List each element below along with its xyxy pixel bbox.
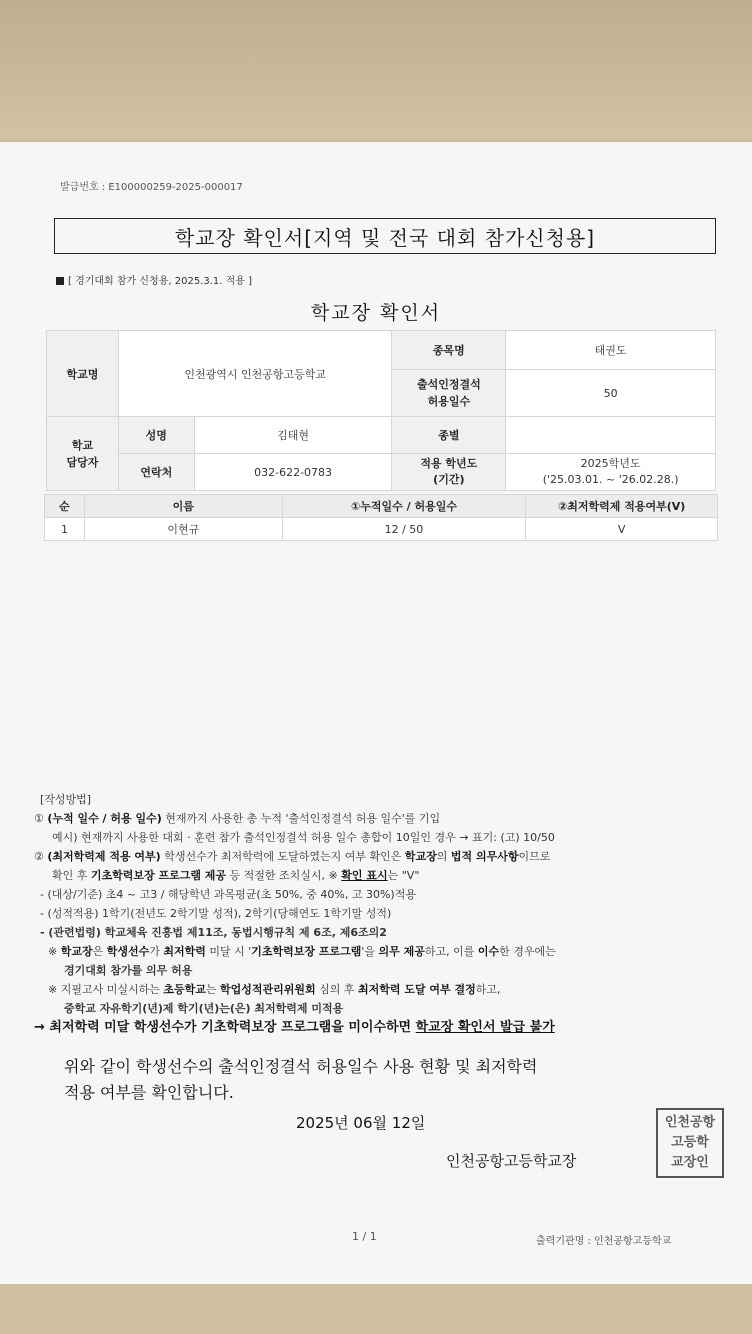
circled-1: ① bbox=[34, 812, 48, 825]
document-paper bbox=[0, 142, 752, 1284]
type-label: 종별 bbox=[392, 417, 506, 454]
name-label: 성명 bbox=[118, 417, 194, 454]
year-value bbox=[506, 454, 716, 491]
table-row bbox=[45, 518, 718, 541]
method-line-10 bbox=[34, 980, 734, 999]
list-header-row bbox=[45, 495, 718, 518]
school-label: 학교명 bbox=[47, 331, 119, 417]
m12-b: 학교장 확인서 발급 불가 bbox=[415, 1020, 555, 1035]
method-l4-end: 는 "V" bbox=[387, 869, 420, 882]
main-title: 학교장 확인서[지역 및 전국 대회 참가신청용] bbox=[174, 225, 596, 250]
method-l3-bold: (최저학력제 적용 여부) bbox=[47, 850, 161, 863]
allowed-days-label bbox=[392, 370, 506, 417]
m10-b: 초등학교 bbox=[163, 983, 206, 996]
m8-f: 최저학력 bbox=[163, 945, 206, 958]
method-line-4 bbox=[34, 866, 734, 885]
m8-m: 한 경우에는 bbox=[499, 945, 556, 958]
method-line-2: 예시) 현재까지 사용한 대회 · 훈련 참가 출석인정결석 허용 일수 총합이 10일인 경우 → 표기: (고) 10/50 bbox=[52, 831, 555, 844]
main-title-box bbox=[54, 218, 716, 254]
school-value: 인천광역시 인천공항고등학교 bbox=[118, 331, 392, 417]
circled-2: ② bbox=[34, 850, 48, 863]
method-l4-mid: 등 적절한 조치실시, ※ bbox=[226, 869, 342, 882]
method-line-11: 중학교 자유학기(년)제 학기(년)는(은) 최저학력제 미적용 bbox=[64, 1002, 344, 1015]
m10-f: 최저학력 도달 여부 결정 bbox=[358, 983, 476, 996]
method-l4-text: 확인 후 bbox=[52, 869, 91, 882]
issue-date: 2025년 06월 12일 bbox=[296, 1114, 426, 1132]
m8-j: 의무 제공 bbox=[378, 945, 425, 958]
method-l3-of: 의 bbox=[436, 850, 451, 863]
allowed-days-label-line1: 출석인정결석 bbox=[416, 378, 481, 391]
method-line-5: - (대상/기준) 초4 ~ 고3 / 해당학년 과목평균(초 50%, 중 40%, 고 30%)적용 bbox=[40, 888, 416, 901]
subtitle bbox=[56, 272, 252, 287]
m10-a: ※ 지필고사 미실시하는 bbox=[48, 983, 164, 996]
manager-label bbox=[47, 417, 119, 491]
method-line-7: - (관련법령) 학교체육 진흥법 제11조, 동법시행규칙 제 6조, 제6조의2 bbox=[40, 926, 387, 939]
method-line-12 bbox=[34, 1018, 734, 1037]
seal-line-2: 고등학 bbox=[671, 1135, 709, 1150]
principal-name: 인천공항고등학교장 bbox=[446, 1152, 577, 1170]
row-number: 1 bbox=[45, 518, 85, 541]
m10-g: 하고, bbox=[475, 983, 501, 996]
contact-label: 연락처 bbox=[118, 454, 194, 491]
m8-k: 하고, 이를 bbox=[424, 945, 478, 958]
year-label-line1: 적용 학년도 bbox=[420, 457, 478, 470]
m8-h: 기초학력보장 프로그램 bbox=[251, 945, 362, 958]
official-seal-stamp bbox=[656, 1108, 724, 1178]
method-line-6: - (성적적용) 1학기(전년도 2학기말 성적), 2학기(당해연도 1학기말 성적) bbox=[40, 907, 392, 920]
info-table bbox=[46, 330, 716, 491]
year-value-line1: 2025학년도 bbox=[580, 457, 641, 470]
document-title: 학교장 확인서 bbox=[310, 302, 442, 324]
method-l3-duty: 법적 의무사항 bbox=[450, 850, 519, 863]
m8-g: 미달 시 ' bbox=[205, 945, 252, 958]
m10-e: 심의 후 bbox=[315, 983, 358, 996]
type-value bbox=[506, 417, 716, 454]
seal-line-1: 인천공항 bbox=[664, 1115, 716, 1130]
year-value-line2: ('25.03.01. ~ '26.02.28.) bbox=[542, 473, 679, 486]
m8-c: 은 bbox=[92, 945, 107, 958]
contact-value: 032-622-0783 bbox=[194, 454, 392, 491]
method-l3-text: 학생선수가 최저학력에 도달하였는지 여부 확인은 bbox=[160, 850, 405, 863]
manager-label-line1: 학교 bbox=[71, 438, 94, 452]
method-heading: [작성방법] bbox=[40, 793, 92, 806]
manager-label-line2: 담당자 bbox=[66, 455, 99, 469]
method-l4-mark: 확인 표시 bbox=[341, 869, 388, 882]
square-bullet-icon bbox=[56, 277, 64, 285]
allowed-days-label-line2: 허용일수 bbox=[427, 395, 471, 408]
row-min-academic: V bbox=[526, 518, 718, 541]
header-number: 순 bbox=[45, 495, 85, 518]
row-days: 12 / 50 bbox=[282, 518, 526, 541]
m8-l: 이수 bbox=[477, 945, 500, 958]
page-number: 1 / 1 bbox=[352, 1230, 377, 1243]
m8-d: 학생선수 bbox=[106, 945, 150, 958]
m8-e: 가 bbox=[149, 945, 164, 958]
method-l1-text: 현재까지 사용한 총 누적 '출석인정결석 허용 일수'를 기입 bbox=[161, 812, 441, 825]
subtitle-text: [ 경기대회 참가 신청용, 2025.3.1. 적용 ] bbox=[68, 276, 253, 287]
event-value: 태권도 bbox=[506, 331, 716, 370]
method-line-1 bbox=[34, 809, 734, 828]
confirm-line-2: 적용 여부를 확인합니다. bbox=[64, 1083, 234, 1102]
m12-a: → 최저학력 미달 학생선수가 기초학력보장 프로그램을 미이수하면 bbox=[34, 1020, 416, 1035]
method-line-3 bbox=[34, 847, 734, 866]
method-line-8 bbox=[34, 942, 734, 961]
note-mark: ※ bbox=[48, 945, 61, 958]
header-days: ①누적일수 / 허용일수 bbox=[282, 495, 526, 518]
year-label-line2: (기간) bbox=[433, 473, 465, 486]
method-l3-principal: 학교장 bbox=[404, 850, 437, 863]
header-min-academic: ②최저학력제 적용여부(V) bbox=[526, 495, 718, 518]
header-name: 이름 bbox=[84, 495, 282, 518]
desk-background-top bbox=[0, 0, 752, 150]
student-list-table bbox=[44, 494, 718, 541]
m8-i: '을 bbox=[361, 945, 379, 958]
method-l3-end: 이므로 bbox=[518, 850, 551, 863]
m8-b: 학교장 bbox=[60, 945, 93, 958]
method-line-9: 경기대회 참가를 의무 허용 bbox=[64, 964, 193, 977]
issue-number: 발급번호 : E100000259-2025-000017 bbox=[60, 182, 243, 193]
output-organization: 출력기관명 : 인천공항고등학교 bbox=[536, 1236, 672, 1247]
confirm-line-1: 위와 같이 학생선수의 출석인정결석 허용일수 사용 현황 및 최저학력 bbox=[64, 1057, 538, 1076]
allowed-days-value: 50 bbox=[506, 370, 716, 417]
m10-d: 학업성적관리위원회 bbox=[219, 983, 316, 996]
m10-c: 는 bbox=[205, 983, 220, 996]
seal-line-3: 교장인 bbox=[671, 1155, 709, 1170]
desk-background-bottom bbox=[0, 1284, 752, 1334]
event-label: 종목명 bbox=[392, 331, 506, 370]
method-l1-bold: (누적 일수 / 허용 일수) bbox=[47, 812, 162, 825]
year-label bbox=[392, 454, 506, 491]
row-name: 이현규 bbox=[84, 518, 282, 541]
confirmation-statement bbox=[64, 1054, 704, 1106]
writing-method-section bbox=[34, 790, 734, 1037]
method-l4-program: 기초학력보장 프로그램 제공 bbox=[90, 869, 227, 882]
name-value: 김태현 bbox=[194, 417, 392, 454]
